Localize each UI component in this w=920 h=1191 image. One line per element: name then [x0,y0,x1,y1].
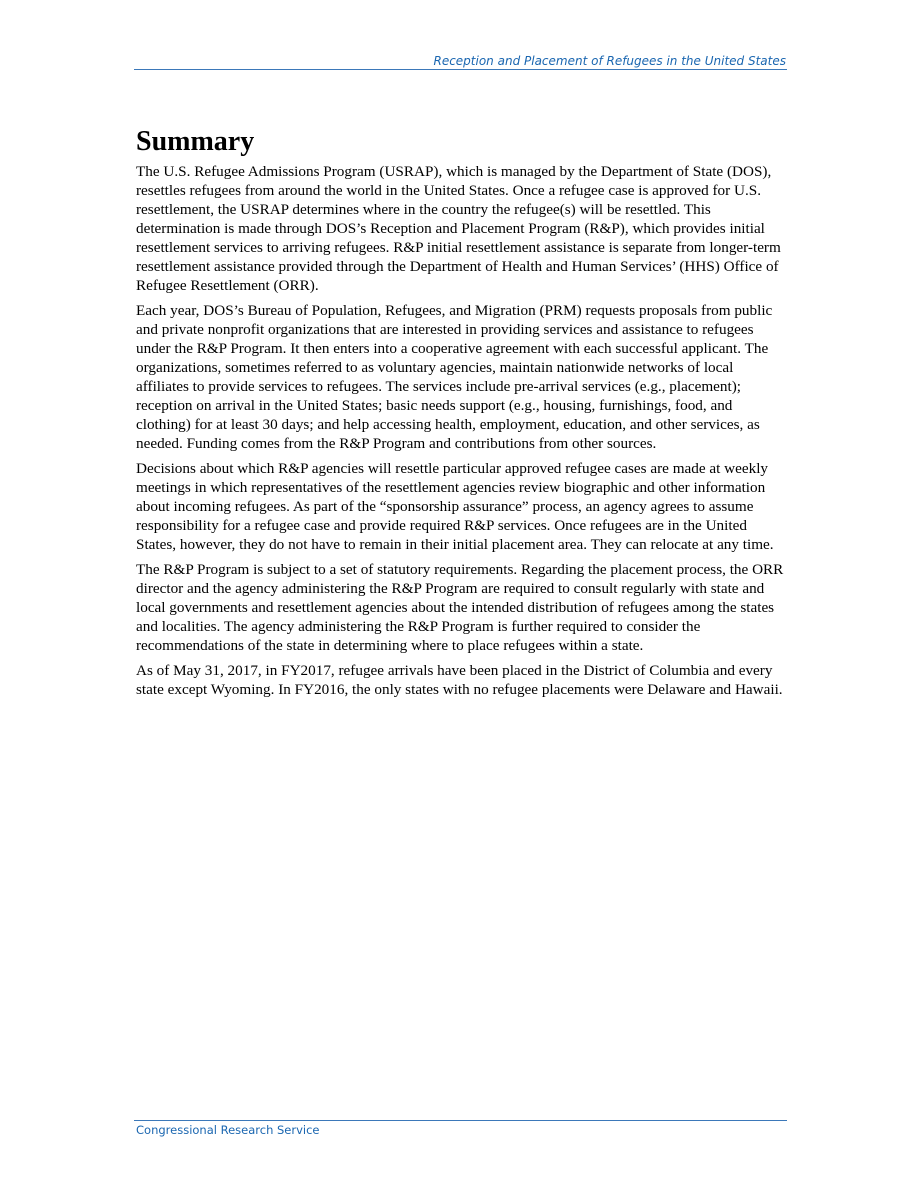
page-title: Summary [136,126,255,157]
running-header-title: Reception and Placement of Refugees in the United States [433,54,786,68]
footer-divider [134,1120,787,1121]
paragraph-statutory-requirements: The R&P Program is subject to a set of statutory requirements. Regarding the placement process, the ORR director and the agency administering the R&P Program are required to consult regularly with state and local governments and resettlement agencies about the intended distribution of refugees among the states and localities. The agency administering the R&P Program is further required to consider the recommendations of the state in determining where to place refugees within a state. [136,561,784,654]
page-content [136,126,788,705]
paragraph-usrap-overview: The U.S. Refugee Admissions Program (USRAP), which is managed by the Department of State (DOS), resettles refugees from around the world in the United States. Once a refugee case is approved for U.S. resettlement, the USRAP determines where in the country the refugee(s) will be resettled. This determination is made through DOS’s Reception and Placement Program (R&P), which provides initial resettlement services to arriving refugees. R&P initial resettlement assistance is separate from longer-term resettlement assistance provided through the Department of Health and Human Services’ (HHS) Office of Refugee Resettlement (ORR). [136,163,781,294]
paragraph-fy-placements: As of May 31, 2017, in FY2017, refugee arrivals have been placed in the District of Columbia and every state except Wyoming. In FY2016, the only states with no refugee placements were Delaware and Hawaii. [136,662,783,698]
footer-source: Congressional Research Service [136,1123,320,1137]
paragraph-prm-proposals: Each year, DOS’s Bureau of Population, Refugees, and Migration (PRM) requests proposals from public and private nonprofit organizations that are interested in providing services and assistance to refugees under the R&P Program. It then enters into a cooperative agreement with each successful applicant. The organizations, sometimes referred to as voluntary agencies, maintain nationwide networks of local affiliates to provide services to refugees. The services include pre-arrival services (e.g., placement); reception on arrival in the United States; basic needs support (e.g., housing, furnishings, food, and clothing) for at least 30 days; and help accessing health, employment, education, and other services, as needed. Funding comes from the R&P Program and contributions from other sources. [136,302,773,452]
paragraph-placement-decisions: Decisions about which R&P agencies will resettle particular approved refugee cases are made at weekly meetings in which representatives of the resettlement agencies review biographic and other information about incoming refugees. As part of the “sponsorship assurance” process, an agency agrees to assume responsibility for a refugee case and provide required R&P services. Once refugees are in the United States, however, they do not have to remain in their initial placement area. They can relocate at any time. [136,460,774,553]
header-divider [134,69,787,70]
